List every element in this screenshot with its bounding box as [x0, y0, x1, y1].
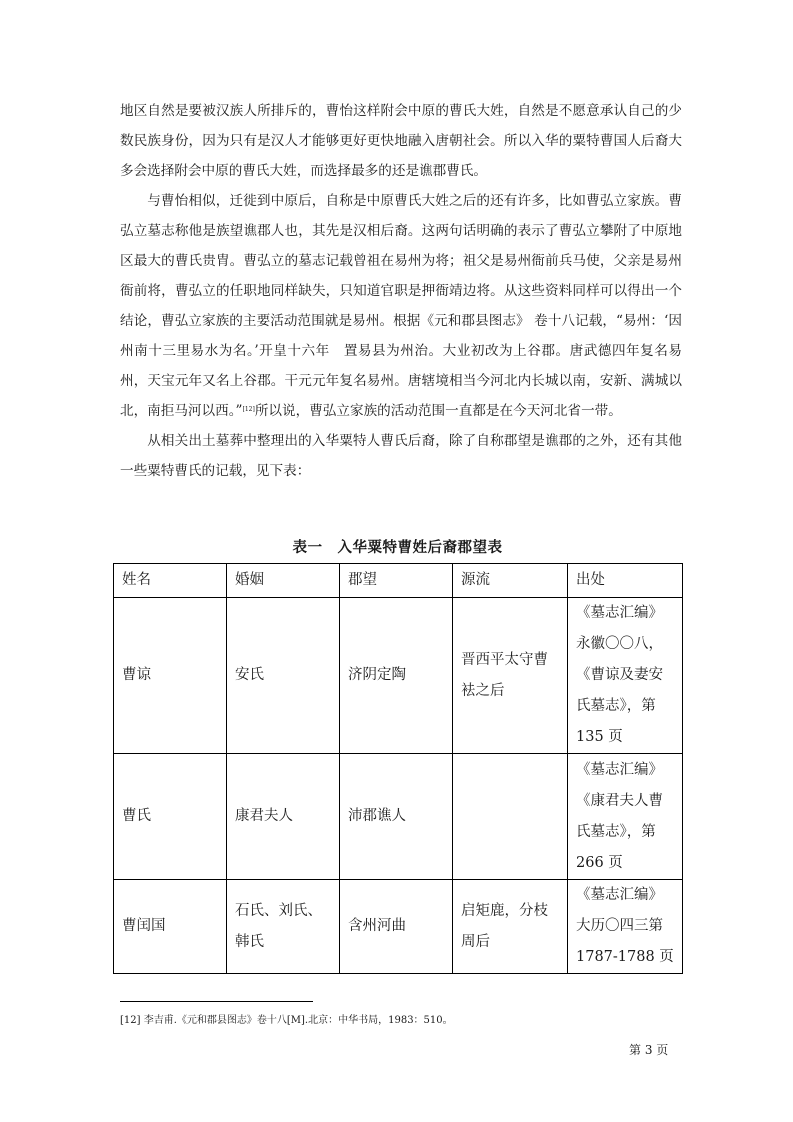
source-cell — [568, 598, 683, 754]
table-header-row — [114, 564, 683, 598]
source-cell — [568, 754, 683, 880]
page-number: 第 3 页 — [629, 1043, 669, 1057]
cell-line: 启矩鹿，分枝 — [461, 902, 548, 919]
cell-line: 266 页 — [576, 854, 623, 871]
cell-line: 1787-1788 页 — [576, 949, 674, 965]
name-cell: 曹闰国 — [114, 880, 227, 974]
origin-cell: 济阴定陶 — [340, 598, 453, 754]
paragraph-1: 地区自然是要被汉族人所排斥的，曹怡这样附会中原的曹氏大姓，自然是不愿意承认自己的少数民族身份，因为只有是汉人才能够更好更快地融入唐朝社会。所以入华的粟特曹国人后裔大多会选择附会中原的曹氏大姓，而选择最多的还是谯郡曹氏。 — [120, 103, 682, 179]
header-cell: 姓名 — [114, 564, 227, 598]
header-cell: 出处 — [568, 564, 683, 598]
table-caption: 表一 入华粟特曹姓后裔郡望表 — [292, 539, 503, 556]
paragraph-3: 从相关出土墓葬中整理出的入华粟特人曹氏后裔，除了自称郡望是谯郡的之外，还有其他一些粟特曹氏的记载，见下表： — [120, 433, 682, 479]
cell-line: 《康君夫人曹 — [576, 792, 663, 809]
origin-cell: 含州河曲 — [340, 880, 453, 974]
cell-line: 《墓志汇编》 — [576, 887, 663, 903]
source-cell — [568, 880, 683, 974]
footnote-divider — [120, 1001, 313, 1002]
cell-line: 韩氏 — [235, 933, 264, 950]
table-row — [114, 880, 683, 974]
body-text — [120, 96, 682, 486]
cell-line: 晋西平太守曹 — [461, 651, 548, 668]
cell-line: 安氏 — [235, 667, 264, 683]
cell-line: 大历〇四三第 — [576, 918, 663, 934]
table-row — [114, 598, 683, 754]
lineage-cell — [453, 598, 568, 754]
marriage-cell — [227, 754, 340, 880]
paragraph-2-text-end: 所以说，曹弘立家族的活动范围一直都是在今天河北省一带。 — [254, 403, 622, 419]
cell-line: 袪之后 — [461, 682, 505, 699]
genealogy-table — [113, 563, 683, 974]
cell-line: 氏墓志》，第 — [576, 698, 656, 714]
cell-line: 周后 — [461, 933, 490, 950]
cell-line: 石氏、刘氏、 — [235, 902, 322, 919]
lineage-cell — [453, 880, 568, 974]
name-cell: 曹谅 — [114, 598, 227, 754]
cell-line: 《墓志汇编》 — [576, 761, 663, 778]
footnote-reference[interactable]: [12] — [242, 406, 255, 413]
origin-cell: 沛郡谯人 — [340, 754, 453, 880]
table-row — [114, 754, 683, 880]
header-cell: 郡望 — [340, 564, 453, 598]
footnote: [12] 李吉甫.《元和郡县图志》卷十八[M].北京：中华书局，1983：510。 — [120, 1015, 453, 1026]
paragraph-2-text: 与曹怡相似，迁徙到中原后，自称是中原曹氏大姓之后的还有许多，比如曹弘立家族。曹弘立墓志称他是族望谯郡人也，其先是汉相后裔。这两句话明确的表示了曹弘立攀附了中原地区最大的曹氏贵胄。曹弘立的墓志记载曾祖在易州为将；祖父是易州衙前兵马使，父亲是易州衙前将，曹弘立的任职地同样缺失，只知道官职是押衙靖边将。从这些资料同样可以得出一个结论，曹弘立家族的主要活动范围就是易州。根据《元和郡县图志》 卷十八记载，“易州：‘因州南十三里易水为名。’开皇十六年 置易县为州治。大业初改为上谷郡。唐武德四年复名易州，天宝元年又名上谷郡。干元元年复名易州。唐辖境相当今河北内长城以南，安新、满城以北，南拒马河以西。” — [120, 193, 682, 419]
cell-line: 135 页 — [576, 729, 623, 745]
lineage-cell — [453, 754, 568, 880]
header-cell: 源流 — [453, 564, 568, 598]
cell-line: 永徽〇〇八， — [576, 636, 663, 652]
cell-line: 氏墓志》，第 — [576, 823, 656, 840]
marriage-cell — [227, 880, 340, 974]
cell-line: 《墓志汇编》 — [576, 605, 663, 621]
header-cell: 婚姻 — [227, 564, 340, 598]
paragraph-2 — [120, 186, 682, 426]
cell-line: 康君夫人 — [235, 808, 293, 824]
marriage-cell — [227, 598, 340, 754]
name-cell: 曹氏 — [114, 754, 227, 880]
cell-line: 《曹谅及妻安 — [576, 667, 663, 683]
